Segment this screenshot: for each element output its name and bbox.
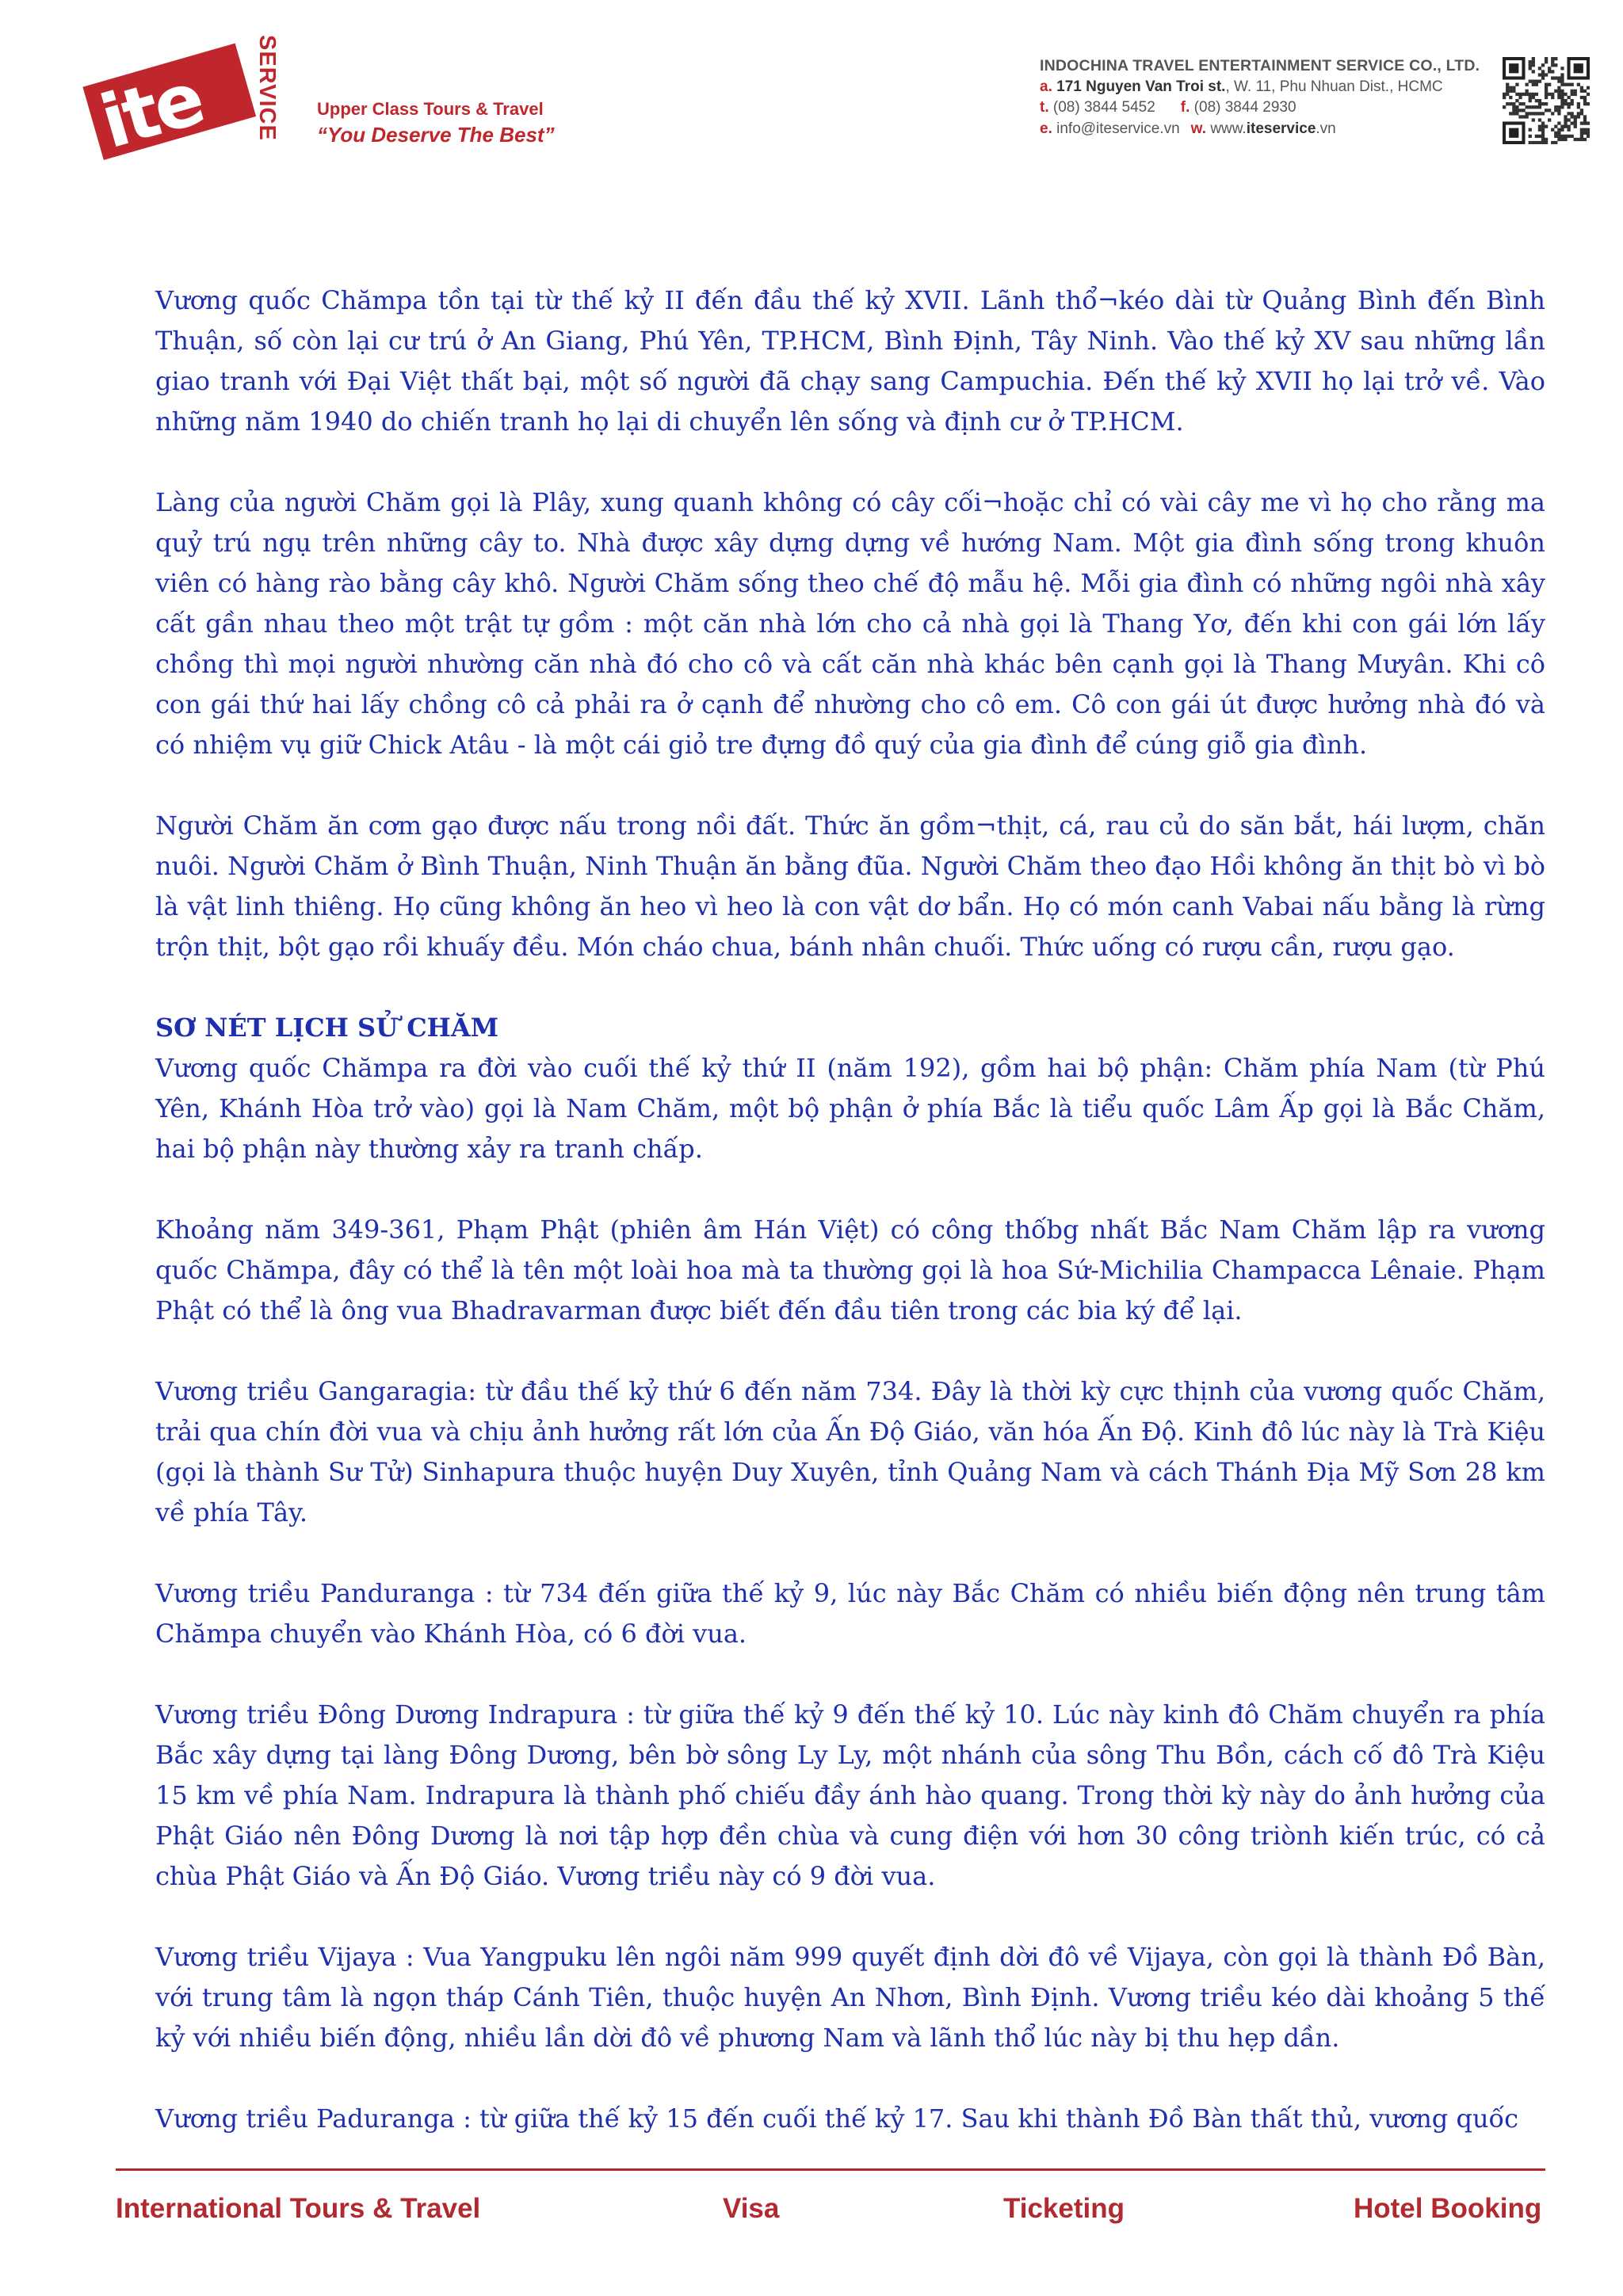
tagline-slogan: “You Deserve The Best”: [317, 123, 555, 147]
footer-ticketing: Ticketing: [1003, 2193, 1125, 2224]
paragraph-panduranga: Vương triều Panduranga : từ 734 đến giữa thế kỷ 9, lúc này Bắc Chăm có nhiều biến động nên trung tâm Chămpa chuyển vào Khánh Hòa, có 6 đời vua.: [155, 1578, 1545, 1649]
svg-text:ite: ite: [91, 55, 212, 165]
footer-international-tours: International Tours & Travel: [116, 2193, 481, 2224]
address-street: 171 Nguyen Van Troi st.: [1056, 78, 1226, 95]
paragraph-vijaya: Vương triều Vijaya : Vua Yangpuku lên ngôi năm 999 quyết định dời đô về Vijaya, còn gọi là thành Đồ Bàn, với trung tâm là ngọn tháp Cánh Tiên, thuộc huyện An Nhơn, Bình Định. Vương triều kéo dài khoảng 5 thế kỷ với nhiều biến động, nhiều lần dời đô về phương Nam và lãnh thổ lúc này bị thu hẹp dần.: [155, 1942, 1545, 2053]
paragraph-indrapura: Vương triều Đông Dương Indrapura : từ giữa thế kỷ 9 đến thế kỷ 10. Lúc này kinh đô Chăm chuyển ra phía Bắc xây dựng tại làng Đông Dương, bên bờ sông Ly Ly, một nhánh của sông Thu Bồn, cách cố đô Trà Kiệu 15 km về phía Nam. Indrapura là thành phố chiếu đầy ánh hào quang. Trong thời kỳ này do ảnh hưởng của Phật Giáo nên Đông Dương là nơi tập hợp đền chùa và cung điện với hơn 30 công triònh kiến trúc, có cả chùa Phật Giáo và Ấn Độ Giáo. Vương triều này có 9 đời vua.: [155, 1699, 1545, 1891]
paragraph-cham-village: Làng của người Chăm gọi là Plây, xung quanh không có cây cối¬hoặc chỉ có vài cây me vì họ cho rằng ma quỷ trú ngụ trên những cây to. Nhà được xây dựng dựng về hướng Nam. Một gia đình sống trong khuôn viên có hàng rào bằng cây khô. Người Chăm sống theo chế độ mẫu hệ. Mỗi gia đình có những ngôi nhà xây cất gần nhau theo một trật tự gồm : một căn nhà lớn cho cả nhà gọi là Thang Yơ, đến khi con gái lớn lấy chồng thì mọi người nhường căn nhà đó cho cô và cất căn nhà khác bên cạnh gọi là Thang Mưyân. Khi cô con gái thứ hai lấy chồng cô cả phải ra ở cạnh để nhường cho cô em. Cô con gái út được hưởng nhà đó và có nhiệm vụ giữ Chick Atâu - là một cái giỏ tre đựng đồ quý của gia đình để cúng giỗ gia đình.: [155, 487, 1545, 760]
article-body: [155, 280, 1545, 2139]
fax-key: f.: [1180, 99, 1190, 116]
paragraph-cham-food: Người Chăm ăn cơm gạo được nấu trong nồi đất. Thức ăn gồm¬thịt, cá, rau củ do săn bắt, hái lượm, chăn nuôi. Người Chăm ở Bình Thuận, Ninh Thuận ăn bằng đũa. Người Chăm theo đạo Hồi không ăn thịt bò vì bò là vật linh thiêng. Họ cũng không ăn heo vì heo là con vật dơ bẩn. Họ có món canh Vabai nấu bằng là rừng trộn thịt, bột gạo rồi khuấy đều. Món cháo chua, bánh nhân chuối. Thức uống có rượu cần, rượu gạo.: [155, 810, 1545, 962]
paragraph-gangaragia: Vương triều Gangaragia: từ đầu thế kỷ thứ 6 đến năm 734. Đây là thời kỳ cực thịnh của vương quốc Chăm, trải qua chín đời vua và chịu ảnh hưởng rất lớn của Ấn Độ Giáo, văn hóa Ấn Độ. Kinh đô lúc này là Trà Kiệu (gọi là thành Sư Tử) Sinhapura thuộc huyện Duy Xuyên, tỉnh Quảng Nam và cách Thánh Địa Mỹ Sơn 28 km về phía Tây.: [155, 1376, 1545, 1527]
company-name: INDOCHINA TRAVEL ENTERTAINMENT SERVICE CO., LTD.: [1040, 57, 1480, 74]
company-email-web: [1040, 119, 1480, 140]
section-heading-history: SƠ NÉT LỊCH SỬ CHĂM: [155, 1013, 499, 1043]
company-phone-fax: [1040, 97, 1480, 119]
qr-code-icon: [1503, 57, 1590, 144]
ite-service-logo: [73, 30, 279, 165]
paragraph-paduranga: Vương triều Paduranga : từ giữa thế kỷ 15 đến cuối thế kỷ 17. Sau khi thành Đồ Bàn thất thủ, vương quốc: [155, 2103, 1519, 2134]
address-rest: , W. 11, Phu Nhuan Dist., HCMC: [1225, 78, 1443, 95]
tel-key: t.: [1040, 99, 1049, 116]
svg-text:SERVICE: SERVICE: [254, 35, 279, 141]
email-link[interactable]: info@iteservice.vn: [1056, 120, 1180, 137]
address-key: a.: [1040, 78, 1052, 95]
paragraph-pham-phat: Khoảng năm 349-361, Phạm Phật (phiên âm Hán Việt) có công thốbg nhất Bắc Nam Chăm lập ra vương quốc Chămpa, đây có thể là tên một loài hoa mà ta thường gọi là hoa Sứ-Michilia Champacca Lênaie. Phạm Phật có thể là ông vua Bhadravarman được biết đến đầu tiên trong các bia ký để lại.: [155, 1215, 1545, 1325]
footer-hotel-booking: Hotel Booking: [1354, 2193, 1542, 2224]
footer-divider: [116, 2168, 1545, 2171]
email-key: e.: [1040, 120, 1052, 137]
web-key: w.: [1190, 120, 1207, 137]
company-address: [1040, 77, 1480, 98]
footer-visa: Visa: [723, 2193, 780, 2224]
tagline: [317, 98, 555, 149]
fax-number: (08) 3844 2930: [1193, 99, 1296, 116]
tagline-upper-class: Upper Class Tours & Travel: [317, 99, 544, 119]
paragraph-champa-origin: Vương quốc Chămpa ra đời vào cuối thế kỷ thứ II (năm 192), gồm hai bộ phận: Chăm phía Nam (từ Phú Yên, Khánh Hòa trở vào) gọi là Nam Chăm, một bộ phận ở phía Bắc là tiểu quốc Lâm Ấp gọi là Bắc Chăm, hai bộ phận này thường xảy ra tranh chấp.: [155, 1053, 1545, 1164]
paragraph-champa-overview: Vương quốc Chămpa tồn tại từ thế kỷ II đến đầu thế kỷ XVII. Lãnh thổ¬kéo dài từ Quảng Bình đến Bình Thuận, số còn lại cư trú ở An Giang, Phú Yên, TP.HCM, Bình Định, Tây Ninh. Vào thế kỷ XV sau những lần giao tranh với Đại Việt thất bại, một số người đã chạy sang Campuchia. Đến thế kỷ XVII họ lại trở về. Vào những năm 1940 do chiến tranh họ lại di chuyển lên sống và định cư ở TP.HCM.: [155, 285, 1545, 437]
company-contact-block: [1040, 55, 1480, 139]
tel-number: (08) 3844 5452: [1052, 99, 1155, 116]
website-link[interactable]: www.iteservice.vn: [1210, 120, 1336, 137]
